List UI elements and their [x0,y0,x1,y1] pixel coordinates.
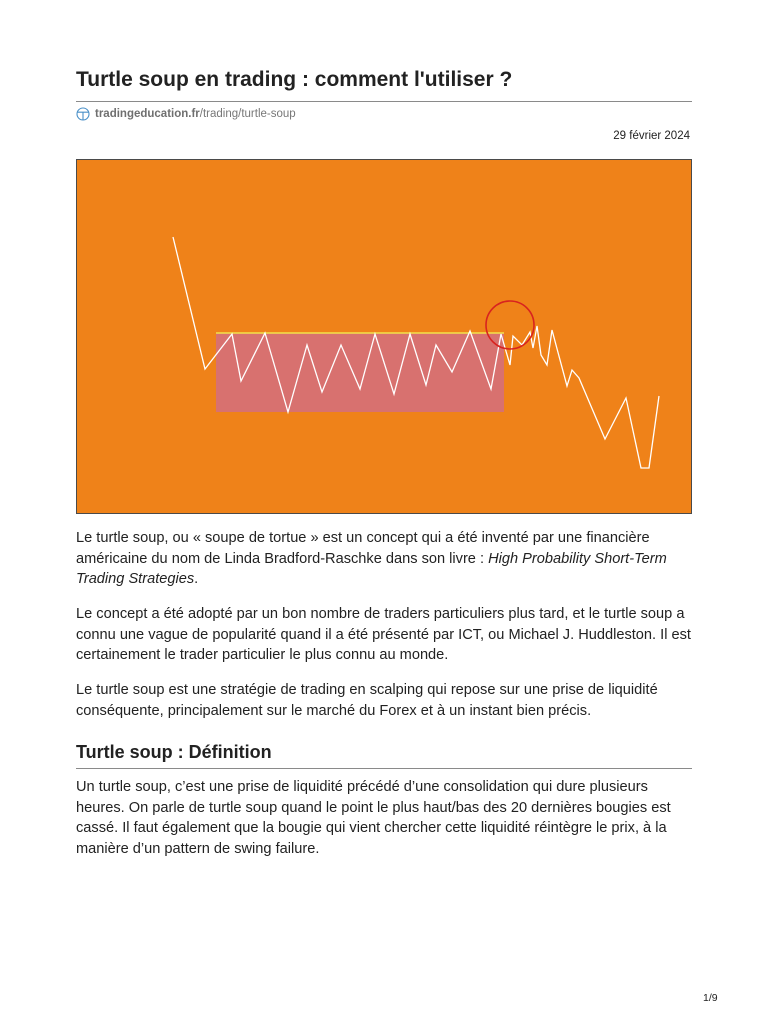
turtle-soup-illustration [76,159,692,514]
source-url[interactable] [76,106,296,122]
title-divider [76,101,692,102]
source-path: /trading/turtle-soup [199,108,296,120]
paragraph-strategy: Le turtle soup est une stratégie de trading en scalping qui repose sur une prise de liquidité conséquente, principalement sur le marché du Forex et à un instant bien précis. [76,682,658,719]
source-domain: tradingeducation.fr [95,108,200,120]
paragraph-definition: Un turtle soup, c’est une prise de liquidité précédé d’une consolidation qui dure plusieurs heures. On parle de turtle soup quand le point le plus haut/bas des 20 dernières bougies est cassé. Il faut également que la bougie qui vient chercher cette liquidité réintègre le prix, à la manière d’un pattern de swing failure. [76,779,671,857]
publish-date: 29 février 2024 [613,130,690,142]
paragraph-intro-end: . [194,571,199,587]
book-title: High Probability Short-Term Trading Strategies [76,550,667,587]
article-title: Turtle soup en trading : comment l'utiliser ? [76,68,513,91]
section-heading-definition: Turtle soup : Définition [76,742,272,762]
section-divider [76,768,692,769]
paragraph-intro-text: Le turtle soup, ou « soupe de tortue » est un concept qui a été inventé par une financière américaine du nom de Linda Bradford-Raschke dans son livre : [76,530,650,567]
page-number: 1/9 [703,992,718,1004]
price-action-diagram [77,160,691,513]
globe-icon [76,107,90,121]
paragraph-intro [76,528,692,590]
paragraph-adoption: Le concept a été adopté par un bon nombre de traders particuliers plus tard, et le turtle soup a connu une vague de popularité quand il a été présenté par ICT, ou Michael J. Huddleston. Il est certainement le trader particulier le plus connu au monde. [76,606,691,663]
